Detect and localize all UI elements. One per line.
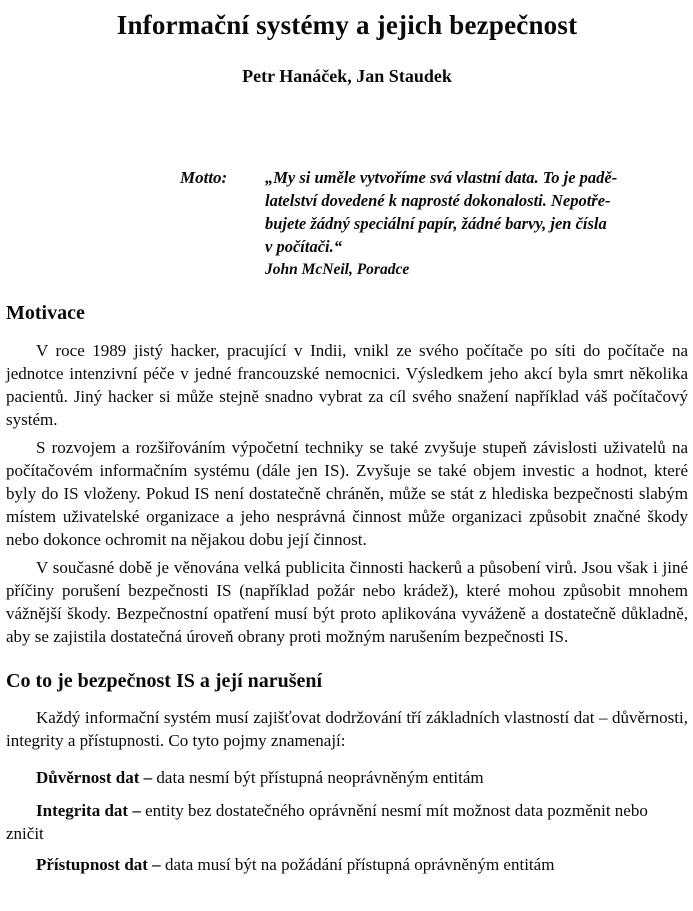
motto-label: Motto: [180, 168, 228, 187]
definition-term: Přístupnost dat – [36, 855, 161, 874]
section-heading-motivace: Motivace [6, 302, 85, 324]
section-heading-co-to-je-bezpecnost: Co to je bezpečnost IS a její narušení [6, 670, 323, 692]
definition-term: Integrita dat – [36, 801, 141, 820]
motto-attribution: John McNeil, Poradce [265, 261, 410, 278]
definition-text: entity bez dostatečného oprávnění nesmí mít možnost data pozměnit nebo zničit [6, 801, 648, 843]
page-title: Informační systémy a jejich bezpečnost [116, 10, 578, 40]
definition-pristupnost-dat [6, 853, 688, 876]
motto-quote-line: bujete žádný speciální papír, žádné barvy, jen čísla [265, 214, 607, 233]
definition-term: Důvěrnost dat – [36, 768, 153, 787]
motto-quote [265, 166, 617, 281]
motto-quote-line: „My si uměle vytvoříme svá vlastní data. To je padě- [265, 168, 618, 187]
definition-text: data nesmí být přístupná neoprávněným entitám [156, 768, 484, 787]
definition-integrita-dat [6, 799, 688, 845]
paragraph-tri-vlastnosti-dat: Každý informační systém musí zajišťovat dodržování tří základních vlastností dat – důvěrnosti, integrity a přístupnosti. Co tyto pojmy znamenají: [6, 708, 688, 750]
authors-line: Petr Hanáček, Jan Staudek [242, 66, 452, 86]
definition-duvernost-dat [6, 766, 688, 789]
paragraph-publicita-hackeru: V současné době je věnována velká publicita činnosti hackerů a působení virů. Jsou však i jiné příčiny porušení bezpečnosti IS (například požár nebo krádež), které mohou způsobit mnohem vážnější škody. Bezpečnostní opatření musí být proto aplikována vyváženě a dostatečně důkladně, aby se zajistila dostatečná úroveň obrany proti možným narušením bezpečnosti IS. [6, 558, 688, 646]
motto-quote-line: v počítači.“ [265, 237, 342, 256]
motto-block [180, 166, 688, 281]
paragraph-hacker-1989: V roce 1989 jistý hacker, pracující v Indii, vnikl ze svého počítače po síti do počítače na jednotce intenzivní péče v jedné francouzské nemocnici. Výsledkem jeho akcí byla smrt několika pacientů. Jiný hacker si může stejně snadno vybrat za cíl svého snažení například váš počítačový systém. [6, 341, 688, 429]
motto-quote-line: latelství dovedené k naprosté dokonalosti. Nepotře- [265, 191, 611, 210]
paragraph-rozvoj-vypocetni-techniky: S rozvojem a rozšiřováním výpočetní techniky se také zvyšuje stupeň závislosti uživatelů na počítačovém informačním systému (dále jen IS). Zvyšuje se také objem investic a hodnot, které byly do IS vloženy. Pokud IS není dostatečně chráněn, může se stát z hlediska bezpečnosti slabým místem uživatelské organizace a jeho nesprávná činnost může organizaci způsobit značné škody nebo dokonce ochromit na nějakou dobu její činnost. [6, 438, 688, 549]
definition-text: data musí být na požádání přístupná oprávněným entitám [164, 855, 555, 874]
